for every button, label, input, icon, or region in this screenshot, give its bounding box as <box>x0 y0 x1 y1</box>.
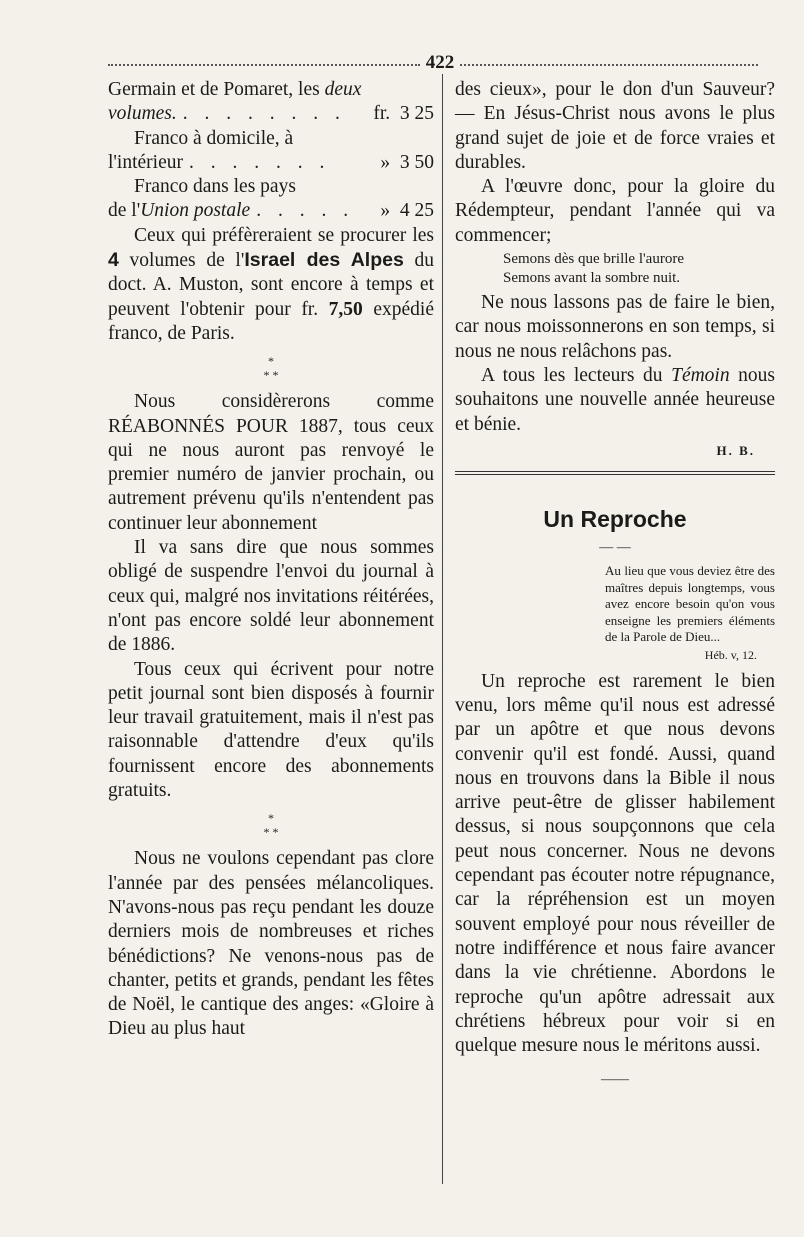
offer-price: 7,50 <box>328 298 363 320</box>
price-intro-em: deux <box>324 79 362 100</box>
right-column <box>455 78 775 1093</box>
price-label-em: Union postale <box>140 200 251 222</box>
section-stars-divider <box>108 811 434 839</box>
left-column <box>108 78 434 1042</box>
section-stars-divider <box>108 354 434 382</box>
book-offer-paragraph <box>108 224 434 346</box>
wishes-paragraph <box>455 364 775 437</box>
column-divider <box>442 74 443 1184</box>
price-label-line1: Franco dans les pays <box>134 176 296 198</box>
price-leader-dots: . . . . . <box>256 200 355 222</box>
price-amount <box>373 102 434 126</box>
offer-text: expédié franco, de Paris. <box>108 298 434 344</box>
price-intro-text: Germain et de Pomaret, les <box>108 79 325 100</box>
price-currency: fr. <box>373 103 391 125</box>
price-label-text: de l' <box>108 200 141 222</box>
header-rule-right <box>460 64 758 66</box>
star-top: * <box>268 354 274 369</box>
page-number: 422 <box>425 52 455 73</box>
verse-line: Semons dès que brille l'aurore <box>503 251 684 268</box>
author-signature: H. B. <box>716 442 755 458</box>
renewal-paragraph: Nous considèrerons comme RÉABONNÉS POUR 1887, tous ceux qui ne nous auront pas renvoyé le premier numéro de janvier prochain, ou autrement prévenu qu'ils n'entendent pas continuer leur abonnement <box>108 391 434 534</box>
page-header <box>108 52 758 72</box>
writers-paragraph: Tous ceux qui écrivent pour notre petit journal sont bien disposés à fournir leur travail gratuitement, mais il n'est pas raisonnable d'attendre d'eux qu'ils fournissent encore des abonnements gratuits. <box>108 658 434 802</box>
star-top: * <box>268 811 274 826</box>
price-label-line1: Franco à domicile, à <box>134 127 294 149</box>
continuation-paragraph: des cieux», pour le don d'un Sauveur? — En Jésus-Christ nous avons le plus grand sujet de joie et de force vraies et durables. <box>455 79 775 173</box>
price-intro <box>108 78 434 102</box>
price-value: 4 25 <box>399 200 434 222</box>
title-dash: — — <box>599 540 631 556</box>
end-dash: —— <box>601 1072 629 1088</box>
price-label: l'intérieur <box>108 151 183 173</box>
newspaper-name: Témoin <box>671 364 730 386</box>
offer-text: Ceux qui préfèreraient se procurer les <box>134 224 434 246</box>
price-value: 3 50 <box>399 151 434 173</box>
price-label <box>108 199 250 223</box>
offer-book-title: Israel des Alpes <box>244 249 404 272</box>
price-currency: » <box>380 151 391 173</box>
offer-text: volumes de l' <box>118 250 245 272</box>
suspension-paragraph: Il va sans dire que nous sommes obligé de suspendre l'envoi du journal à ceux qui, malgré nos invitations réitérées, n'ont pas encore soldé leur abonnement de 1886. <box>108 537 434 656</box>
closing-paragraph: Nous ne voulons cependant pas clore l'année par des pensées mélancoliques. N'avons-nous pas reçu pendant les douze derniers mois de nombreuses et riches bénédictions? Ne venons-nous pas de chanter, petits et grands, pendant les fêtes de Noël, le cantique des anges: «Gloire à Dieu au plus haut <box>108 848 434 1040</box>
price-leader-dots: . . . . . . . <box>188 151 331 173</box>
epigraph-reference: Héb. v, 12. <box>704 647 757 662</box>
offer-count: 4 <box>108 249 119 272</box>
stars-bottom: * * <box>263 368 279 383</box>
price-row-domicile <box>108 127 434 176</box>
price-row-volumes <box>108 102 434 126</box>
epigraph: Au lieu que vous deviez être des maîtres depuis longtemps, vous avez encore besoin qu'on vous enseigne les premiers éléments de la Parole de Dieu... <box>605 563 775 645</box>
section-double-rule <box>455 471 775 475</box>
price-label: volumes. <box>108 103 177 125</box>
price-leader-dots: . . . . . . . . <box>182 103 346 125</box>
price-currency: » <box>380 200 391 222</box>
article-paragraph: Un reproche est rarement le bien venu, lors même qu'il nous est adressé par un apôtre et que nous devons convenir qu'il est fondé. Aussi, quand nous en trouvons dans la Bible il nous arrive peut-être de glisser habilement dessus, si nous soupçonnons que cela peut nous concerner. Nous ne devons cependant pas écouter notre répugnance, car la répréhension est un moyen souvent employé pour nous réveiller de notre indifférence et nous faire avancer dans la vie chrétienne. Abordons le reproche qu'un apôtre adressait aux chrétiens hébreux pour voir si en quelque mesure nous le méritons aussi. <box>455 670 775 1057</box>
price-amount <box>380 199 434 223</box>
offer-text: du doct. A. Muston, sont encore à temps et peuvent l'obtenir pour fr. <box>108 250 434 320</box>
price-value: 3 25 <box>399 103 434 125</box>
price-amount <box>380 151 434 175</box>
wishes-text: nous souhaitons une nouvelle année heureuse et bénie. <box>455 364 775 435</box>
price-row-union-postale <box>108 175 434 224</box>
verse-line: Semons avant la sombre nuit. <box>503 269 681 286</box>
stars-bottom: * * <box>263 825 279 840</box>
article-title: Un Reproche <box>543 506 687 533</box>
call-paragraph: A l'œuvre donc, pour la gloire du Rédempteur, pendant l'année qui va commencer; <box>455 176 775 246</box>
perseverance-paragraph: Ne nous lassons pas de faire le bien, car nous moissonnerons en son temps, si nous ne nous relâchons pas. <box>455 292 775 362</box>
header-rule-left <box>108 64 420 66</box>
verse-quote <box>455 250 775 287</box>
wishes-text: A tous les lecteurs du <box>481 364 672 386</box>
